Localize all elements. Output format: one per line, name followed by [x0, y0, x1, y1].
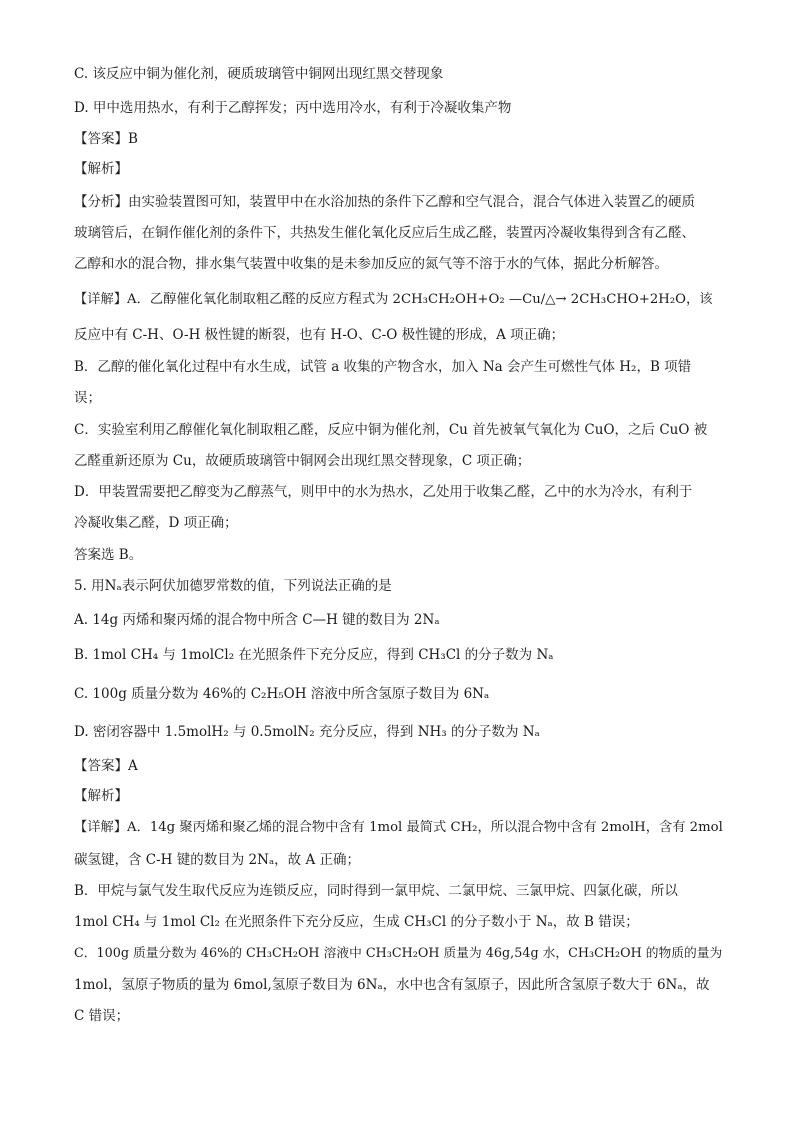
- detail-a-text: 【详解】A．14g 聚丙烯和聚乙烯的混合物中含有 1mol 最简式 CH₂，所以混合物中含有 2molH，含有 2mol: [74, 820, 723, 835]
- detail-b-text: B．乙醇的催化氧化过程中有水生成，试管 a 收集的产物含水，加入 Na 会产生可燃性气体 H₂，B 项错: [74, 359, 692, 375]
- detail-b-text: B．甲烷与氯气发生取代反应为连锁反应，同时得到一氯甲烷、二氯甲烷、三氯甲烷、四氯化碳，所以: [74, 883, 678, 899]
- question-5-stem: 5. 用Nₐ表示阿伏加德罗常数的值，下列说法正确的是: [74, 578, 392, 594]
- detail-a-text: 碳氢键，含 C-H 键的数目为 2Nₐ，故 A 正确；: [74, 852, 360, 868]
- analysis-paragraph: 乙醇和水的混合物，排水集气装置中收集的是未参加反应的氮气等不溶于水的气体，据此分析解答。: [74, 256, 668, 272]
- detail-d-text: D．甲装置需要把乙醇变为乙醇蒸气，则甲中的水为热水，乙处用于收集乙醛，乙中的水为冷水，有利于: [74, 484, 693, 500]
- detail-c-text: C 错误；: [74, 1008, 130, 1024]
- detail-c-text: 1mol，氢原子物质的量为 6mol,氢原子数目为 6Nₐ，水中也含有氢原子，因此所含氢原子数大于 6Nₐ，故: [74, 977, 710, 993]
- analysis-paragraph: 【分析】由实验装置图可知，装置甲中在水浴加热的条件下乙醇和空气混合，混合气体进入装置乙的硬质: [74, 194, 695, 210]
- answer-label: 【答案】A: [74, 758, 138, 774]
- detail-c-text: 乙醛重新还原为 Cu，故硬质玻璃管中铜网会出现红黑交替现象，C 项正确；: [74, 453, 531, 469]
- detail-b-text: 1mol CH₄ 与 1mol Cl₂ 在光照条件下充分反应，生成 CH₃Cl 的分子数小于 Nₐ，故 B 错误；: [74, 914, 639, 930]
- option-d-text: D. 甲中选用热水，有利于乙醇挥发；丙中选用冷水，有利于冷凝收集产物: [74, 100, 512, 116]
- option-c-text: C. 该反应中铜为催化剂，硬质玻璃管中铜网出现红黑交替现象: [74, 66, 444, 82]
- detail-d-text: 冷凝收集乙醛，D 项正确；: [74, 515, 238, 531]
- detail-a-equation: 【详解】A．乙醇催化氧化制取粗乙醛的反应方程式为 2CH₃CH₂OH+O₂ —Cu/△→ 2CH₃CHO+2H₂O，该: [74, 292, 713, 307]
- analysis-paragraph: 玻璃管后，在铜作催化剂的条件下，共热发生催化氧化反应后生成乙醛，装置丙冷凝收集得到含有乙醛、: [74, 225, 695, 241]
- question-5-option-b: B. 1mol CH₄ 与 1molCl₂ 在光照条件下充分反应，得到 CH₃Cl 的分子数为 Nₐ: [74, 647, 554, 663]
- detail-c-text: C．实验室利用乙醇催化氧化制取粗乙醛，反应中铜为催化剂，Cu 首先被氧气氧化为 CuO，之后 CuO 被: [74, 422, 708, 438]
- detail-b-text: 误；: [74, 390, 101, 406]
- answer-label: 【答案】B: [74, 131, 138, 147]
- detail-c-text: C．100g 质量分数为 46%的 CH₃CH₂OH 溶液中 CH₃CH₂OH 质量为 46g,54g 水，CH₃CH₂OH 的物质的量为: [74, 946, 723, 961]
- detail-a-text: 反应中有 C-H、O-H 极性键的断裂，也有 H-O、C-O 极性键的形成，A 项正确；: [74, 327, 565, 343]
- analysis-heading: 【解析】: [74, 788, 128, 804]
- question-5-option-a: A. 14g 丙烯和聚丙烯的混合物中所含 C—H 键的数目为 2Nₐ: [74, 612, 440, 628]
- analysis-heading: 【解析】: [74, 161, 128, 177]
- answer-conclusion: 答案选 B。: [74, 547, 143, 563]
- question-5-option-d: D. 密闭容器中 1.5molH₂ 与 0.5molN₂ 充分反应，得到 NH₃ 的分子数为 Nₐ: [74, 724, 540, 740]
- question-5-option-c: C. 100g 质量分数为 46%的 C₂H₅OH 溶液中所含氢原子数目为 6Nₐ: [74, 686, 490, 702]
